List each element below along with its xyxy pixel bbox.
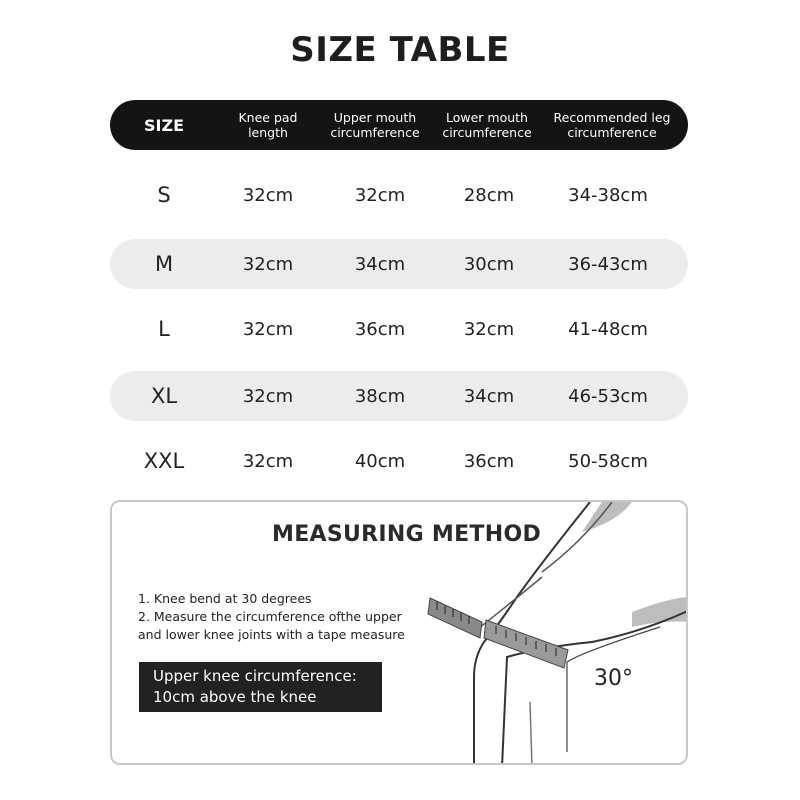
cell-recommended: 50-58cm [568, 450, 648, 472]
leg-shade-top [582, 502, 632, 532]
cell-upper: 38cm [354, 385, 406, 407]
cell-length: 32cm [242, 253, 294, 275]
table-row [110, 170, 688, 220]
cell-lower: 32cm [463, 318, 515, 340]
cell-upper: 34cm [354, 253, 406, 275]
table-header [110, 100, 688, 150]
cell-size: M [154, 252, 174, 276]
cell-recommended: 46-53cm [568, 385, 648, 407]
page-title: SIZE TABLE [290, 30, 510, 70]
header-knee-pad-length: Knee pad length [238, 110, 298, 140]
cell-upper: 32cm [354, 184, 406, 206]
cell-length: 32cm [242, 385, 294, 407]
table-row [110, 436, 688, 486]
table-row [110, 304, 688, 354]
knee-crease [474, 577, 542, 632]
cell-upper: 40cm [354, 450, 406, 472]
cell-lower: 34cm [463, 385, 515, 407]
cell-length: 32cm [242, 450, 294, 472]
table-row [110, 371, 688, 421]
cell-lower: 28cm [463, 184, 515, 206]
cell-length: 32cm [242, 318, 294, 340]
header-size: SIZE [143, 115, 184, 135]
note-line-2: 10cm above the knee [153, 688, 317, 706]
cell-upper: 36cm [354, 318, 406, 340]
measuring-method-panel [110, 500, 688, 765]
cell-size: XL [150, 384, 178, 408]
cell-size: XXL [143, 449, 185, 473]
note-line-1: Upper knee circumference: [153, 667, 357, 685]
step-2-line-1: 2. Measure the circumference ofthe upper [138, 609, 402, 624]
header-lower-mouth: Lower mouth circumference [442, 110, 532, 140]
upper-knee-note [139, 662, 382, 712]
cell-length: 32cm [242, 184, 294, 206]
cell-recommended: 34-38cm [568, 184, 648, 206]
cell-lower: 36cm [463, 450, 515, 472]
method-steps [138, 590, 405, 644]
step-2-line-2: and lower knee joints with a tape measure [138, 627, 405, 642]
calf-line [530, 702, 532, 765]
cell-size: S [157, 183, 171, 207]
cell-recommended: 36-43cm [568, 253, 648, 275]
method-title: MEASURING METHOD [272, 522, 542, 547]
table-row [110, 239, 688, 289]
cell-size: L [158, 317, 170, 341]
tape-measure [428, 598, 568, 668]
header-recommended-leg: Recommended leg circumference [553, 110, 671, 140]
angle-label: 30° [594, 666, 633, 691]
cell-lower: 30cm [463, 253, 515, 275]
step-1: 1. Knee bend at 30 degrees [138, 591, 312, 606]
header-upper-mouth: Upper mouth circumference [330, 110, 420, 140]
cell-recommended: 41-48cm [568, 318, 648, 340]
